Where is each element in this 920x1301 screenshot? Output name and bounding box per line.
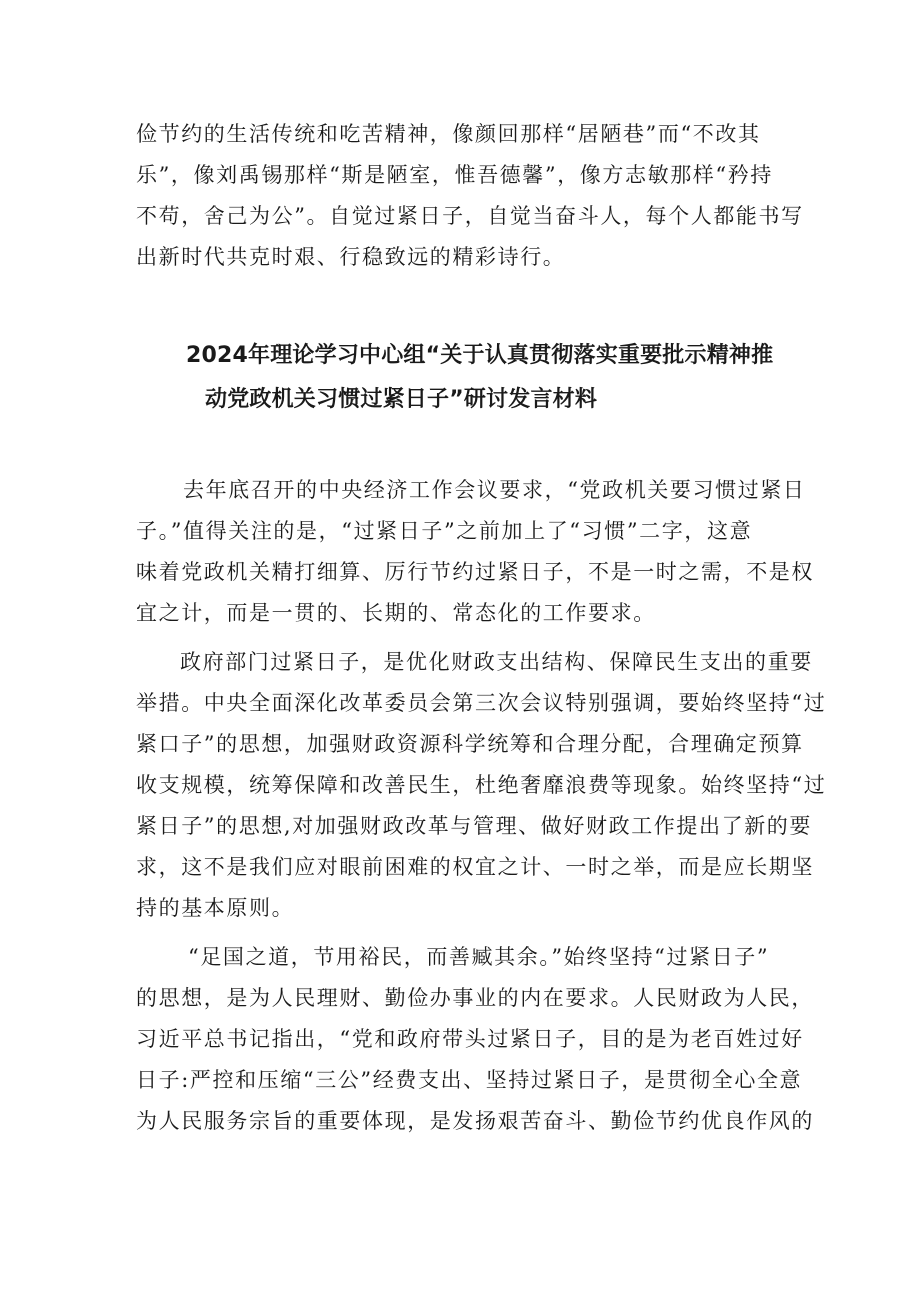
text-line: 持的基本原则。 [136,896,295,920]
text-line: 为人民服务宗旨的重要体现，是发扬艰苦奋斗、勤俭节约优良作风的 [136,1109,814,1133]
text-line: 收支规模，统筹保障和改善民生，杜绝奢靡浪费等现象。始终坚持“过 [136,773,827,797]
text-line: 俭节约的生活传统和吃苦精神，像颜回那样“居陋巷”而“不改其 [136,122,761,146]
text-line: 求，这不是我们应对眼前困难的权宜之计、一时之举，而是应长期坚 [136,855,814,879]
article-title-line: 动党政机关习惯过紧日子”研讨发言材料 [205,387,598,412]
text-line: 宜之计，而是一贯的、长期的、常态化的工作要求。 [136,601,656,625]
text-line: 日子:严控和压缩“三公”经费支出、坚持过紧日子，是贯彻全心全意 [136,1068,803,1092]
text-line: 子。”值得关注的是，“过紧日子”之前加上了“习惯”二字，这意 [136,519,753,543]
text-line: 的思想，是为人民理财、勤俭办事业的内在要求。人民财政为人民， [136,986,814,1010]
article-title-line: 2024年理论学习中心组“关于认真贯彻落实重要批示精神推 [186,343,774,368]
text-line: 去年底召开的中央经济工作会议要求，“党政机关要习惯过紧日 [183,478,806,502]
text-line: 举措。中央全面深化改革委员会第三次会议特别强调，要始终坚持“过 [136,691,827,715]
text-line: 味着党政机关精打细算、厉行节约过紧日子，不是一时之需，不是权 [136,560,814,584]
text-line: “足国之道，节用裕民，而善臧其余。”始终坚持“过紧日子” [188,945,770,969]
text-line: 出新时代共克时艰、行稳致远的精彩诗行。 [136,245,566,269]
text-line: 不苟，舍己为公”。自觉过紧日子，自觉当奋斗人，每个人都能书写 [136,204,804,228]
text-line: 紧日子”的思想,对加强财政改革与管理、做好财政工作提出了新的要 [136,814,813,838]
text-line: 紧口子”的思想，加强财政资源科学统筹和合理分配，合理确定预算 [136,732,804,756]
text-line: 政府部门过紧日子，是优化财政支出结构、保障民生支出的重要 [180,650,813,674]
text-line: 习近平总书记指出，“党和政府带头过紧日子，目的是为老百姓过好 [136,1027,804,1051]
text-line: 乐”，像刘禹锡那样“斯是陋室，惟吾德馨”，像方志敏那样“矜持 [136,163,773,187]
